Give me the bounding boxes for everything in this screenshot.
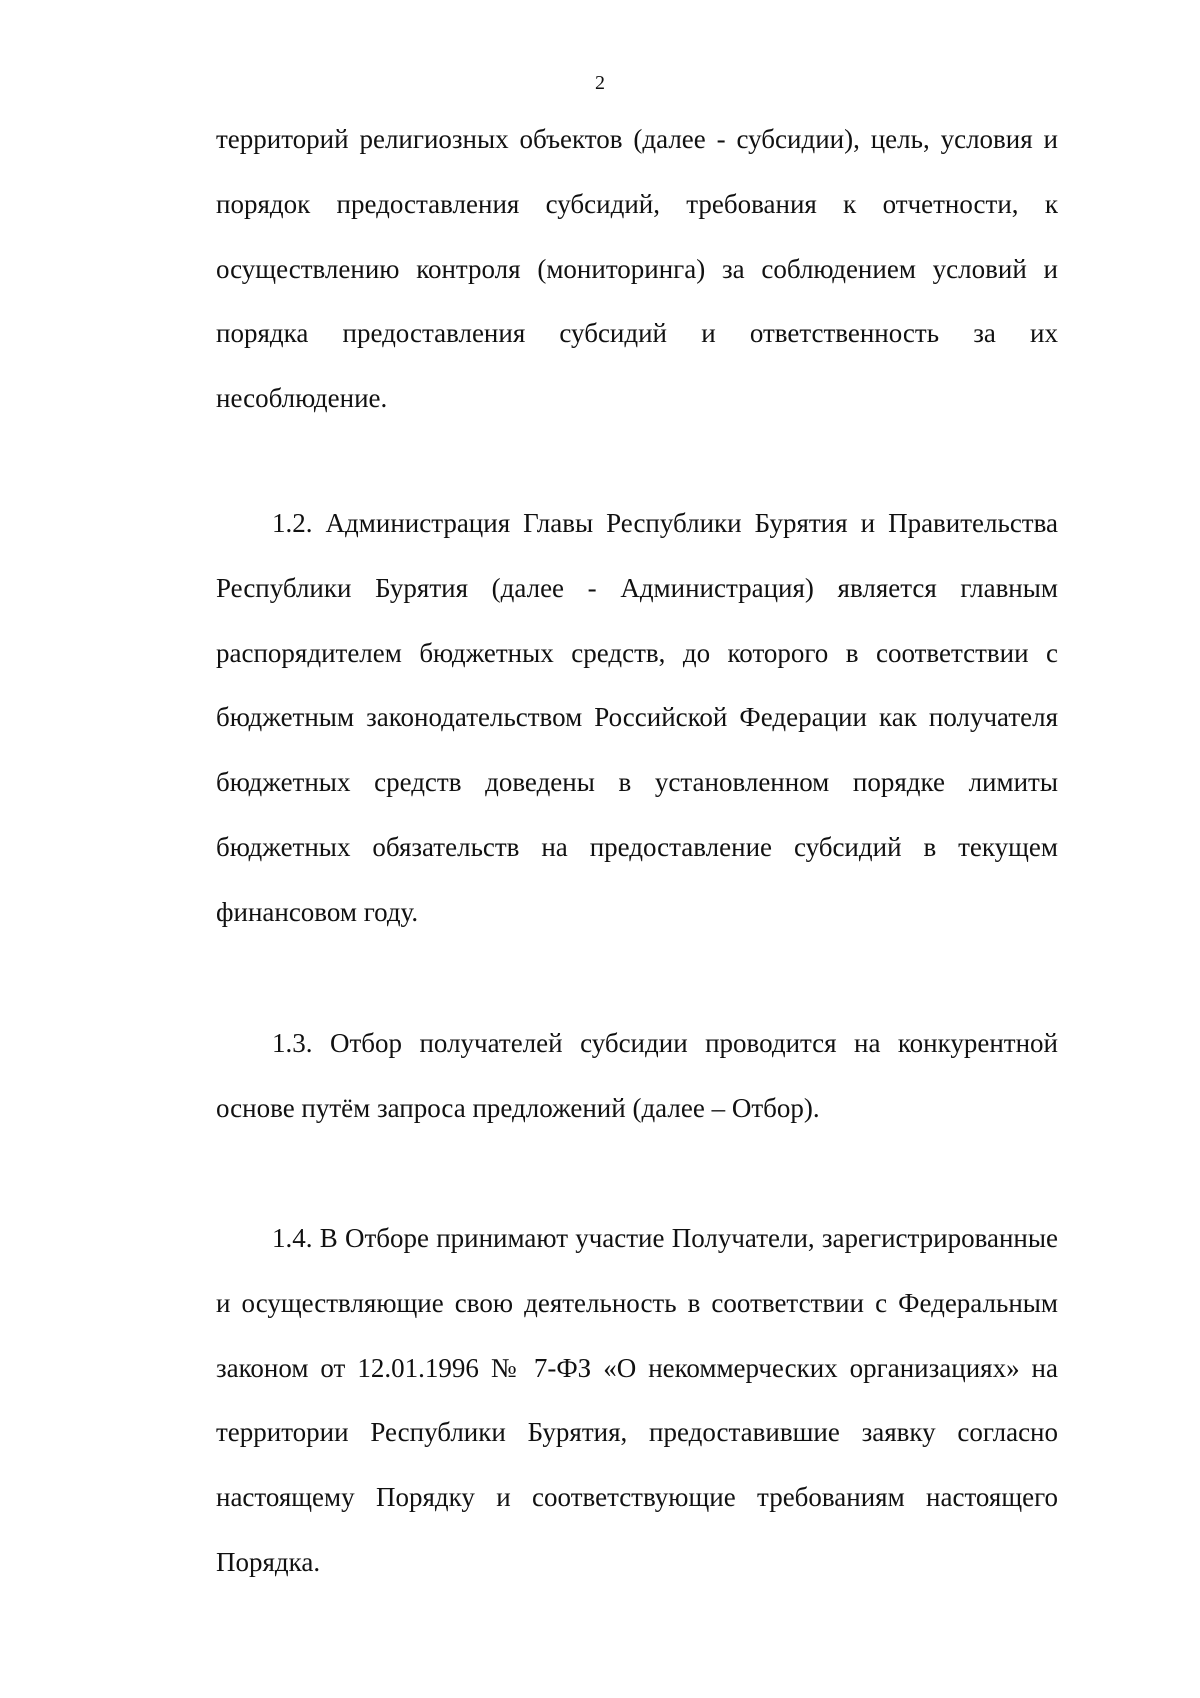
- paragraph-1-4: 1.4. В Отборе принимают участие Получатели, зарегистрированные и осуществляющие свою деятельность в соответствии с Федеральным законом от 12.01.1996 № 7-ФЗ «О некоммерческих организациях» на территории Республики Бурятия, предоставившие заявку согласно настоящему Порядку и соответствующие требованиям настоящего Порядка.: [216, 1223, 1058, 1577]
- paragraph-1-3: 1.3. Отбор получателей субсидии проводится на конкурентной основе путём запроса предложений (далее – Отбор).: [216, 1028, 1058, 1123]
- paragraph-1-2: 1.2. Администрация Главы Республики Бурятия и Правительства Республики Бурятия (далее - Администрация) является главным распорядителем бюджетных средств, до которого в соответствии с бюджетным законодательством Российской Федерации как получателя бюджетных средств доведены в установленном порядке лимиты бюджетных обязательств на предоставление субсидий в текущем финансовом году.: [216, 508, 1058, 927]
- page-number: 2: [595, 72, 605, 94]
- paragraph-continuation: территорий религиозных объектов (далее - субсидии), цель, условия и порядок предоставления субсидий, требования к отчетности, к осуществлению контроля (мониторинга) за соблюдением условий и порядка предоставления субсидий и ответственность за их несоблюдение.: [216, 124, 1058, 414]
